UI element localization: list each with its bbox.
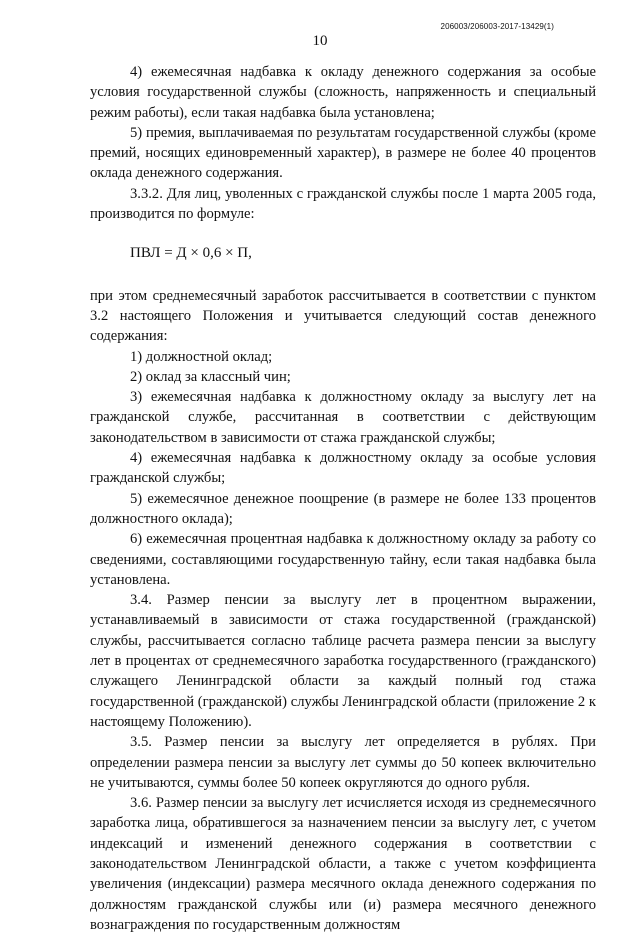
list-item-class-rank-salary: 2) оклад за классный чин;	[130, 368, 291, 385]
paragraph-3-4: 3.4. Размер пенсии за выслугу лет в процентном выражении, устанавливаемый в зависимости от стажа государственной (гражданской) службы, рассчитывается согласно таблице расчета размера пенсии за выслугу лет в процентах от среднемесячного заработка государственного (гражданского) служащего Ленинградской области за каждый полный год стажа государственной (гражданской) службы Ленинградской области (приложение 2 к настоящему Положению).	[90, 592, 596, 730]
pension-formula: ПВЛ = Д × 0,6 × П,	[130, 245, 252, 262]
paragraph-item-4-bonus-special-conditions: 4) ежемесячная надбавка к окладу денежного содержания за особые условия государственной службы (сложность, напряженность и специальный режим работы), если такая надбавка была установлена;	[90, 64, 596, 121]
list-item-state-secret-bonus: 6) ежемесячная процентная надбавка к должностному окладу за работу со сведениями, составляющими государственную тайну, если такая надбавка была установлена.	[90, 531, 596, 588]
list-item-special-conditions-bonus: 4) ежемесячная надбавка к должностному окладу за особые условия гражданской службы;	[90, 450, 596, 487]
page-number: 10	[312, 33, 328, 49]
document-body	[90, 62, 596, 935]
paragraph-3-3-2: 3.3.2. Для лиц, уволенных с гражданской службы после 1 марта 2005 года, производится по формуле:	[90, 185, 596, 223]
list-item-monetary-incentive: 5) ежемесячное денежное поощрение (в размере не более 133 процентов должностного оклада);	[90, 490, 596, 527]
list-item-official-salary: 1) должностной оклад;	[130, 348, 273, 365]
paragraph-salary-composition: при этом среднемесячный заработок рассчитывается в соответствии с пунктом 3.2 настоящего Положения и учитывается следующий состав денежного содержания:	[90, 287, 596, 345]
list-item-seniority-bonus: 3) ежемесячная надбавка к должностному окладу за выслугу лет на гражданской службе, рассчитанная в соответствии с действующим законодательством в зависимости от стажа гражданской службы;	[90, 389, 596, 446]
paragraph-3-5: 3.5. Размер пенсии за выслугу лет определяется в рублях. При определении размера пенсии за выслугу лет суммы до 50 копеек включительно не учитываются, суммы более 50 копеек округляются до одного рубля.	[90, 734, 596, 791]
document-id: 206003/206003-2017-13429(1)	[440, 22, 554, 31]
paragraph-3-6: 3.6. Размер пенсии за выслугу лет исчисляется исходя из среднемесячного заработка лица, обратившегося за назначением пенсии за выслугу лет, с учетом индексаций и изменений денежного содержания в соответствии с законодательством Ленинградской области, а также с учетом коэффициента увеличения (индексации) размера месячного оклада денежного содержания по должностям гражданской службы или (и) размера месячного денежного вознаграждения по государственным должностям	[90, 795, 596, 933]
paragraph-item-5-premium: 5) премия, выплачиваемая по результатам государственной службы (кроме премий, носящих единовременный характер), в размере не более 40 процентов оклада денежного содержания.	[90, 124, 596, 182]
